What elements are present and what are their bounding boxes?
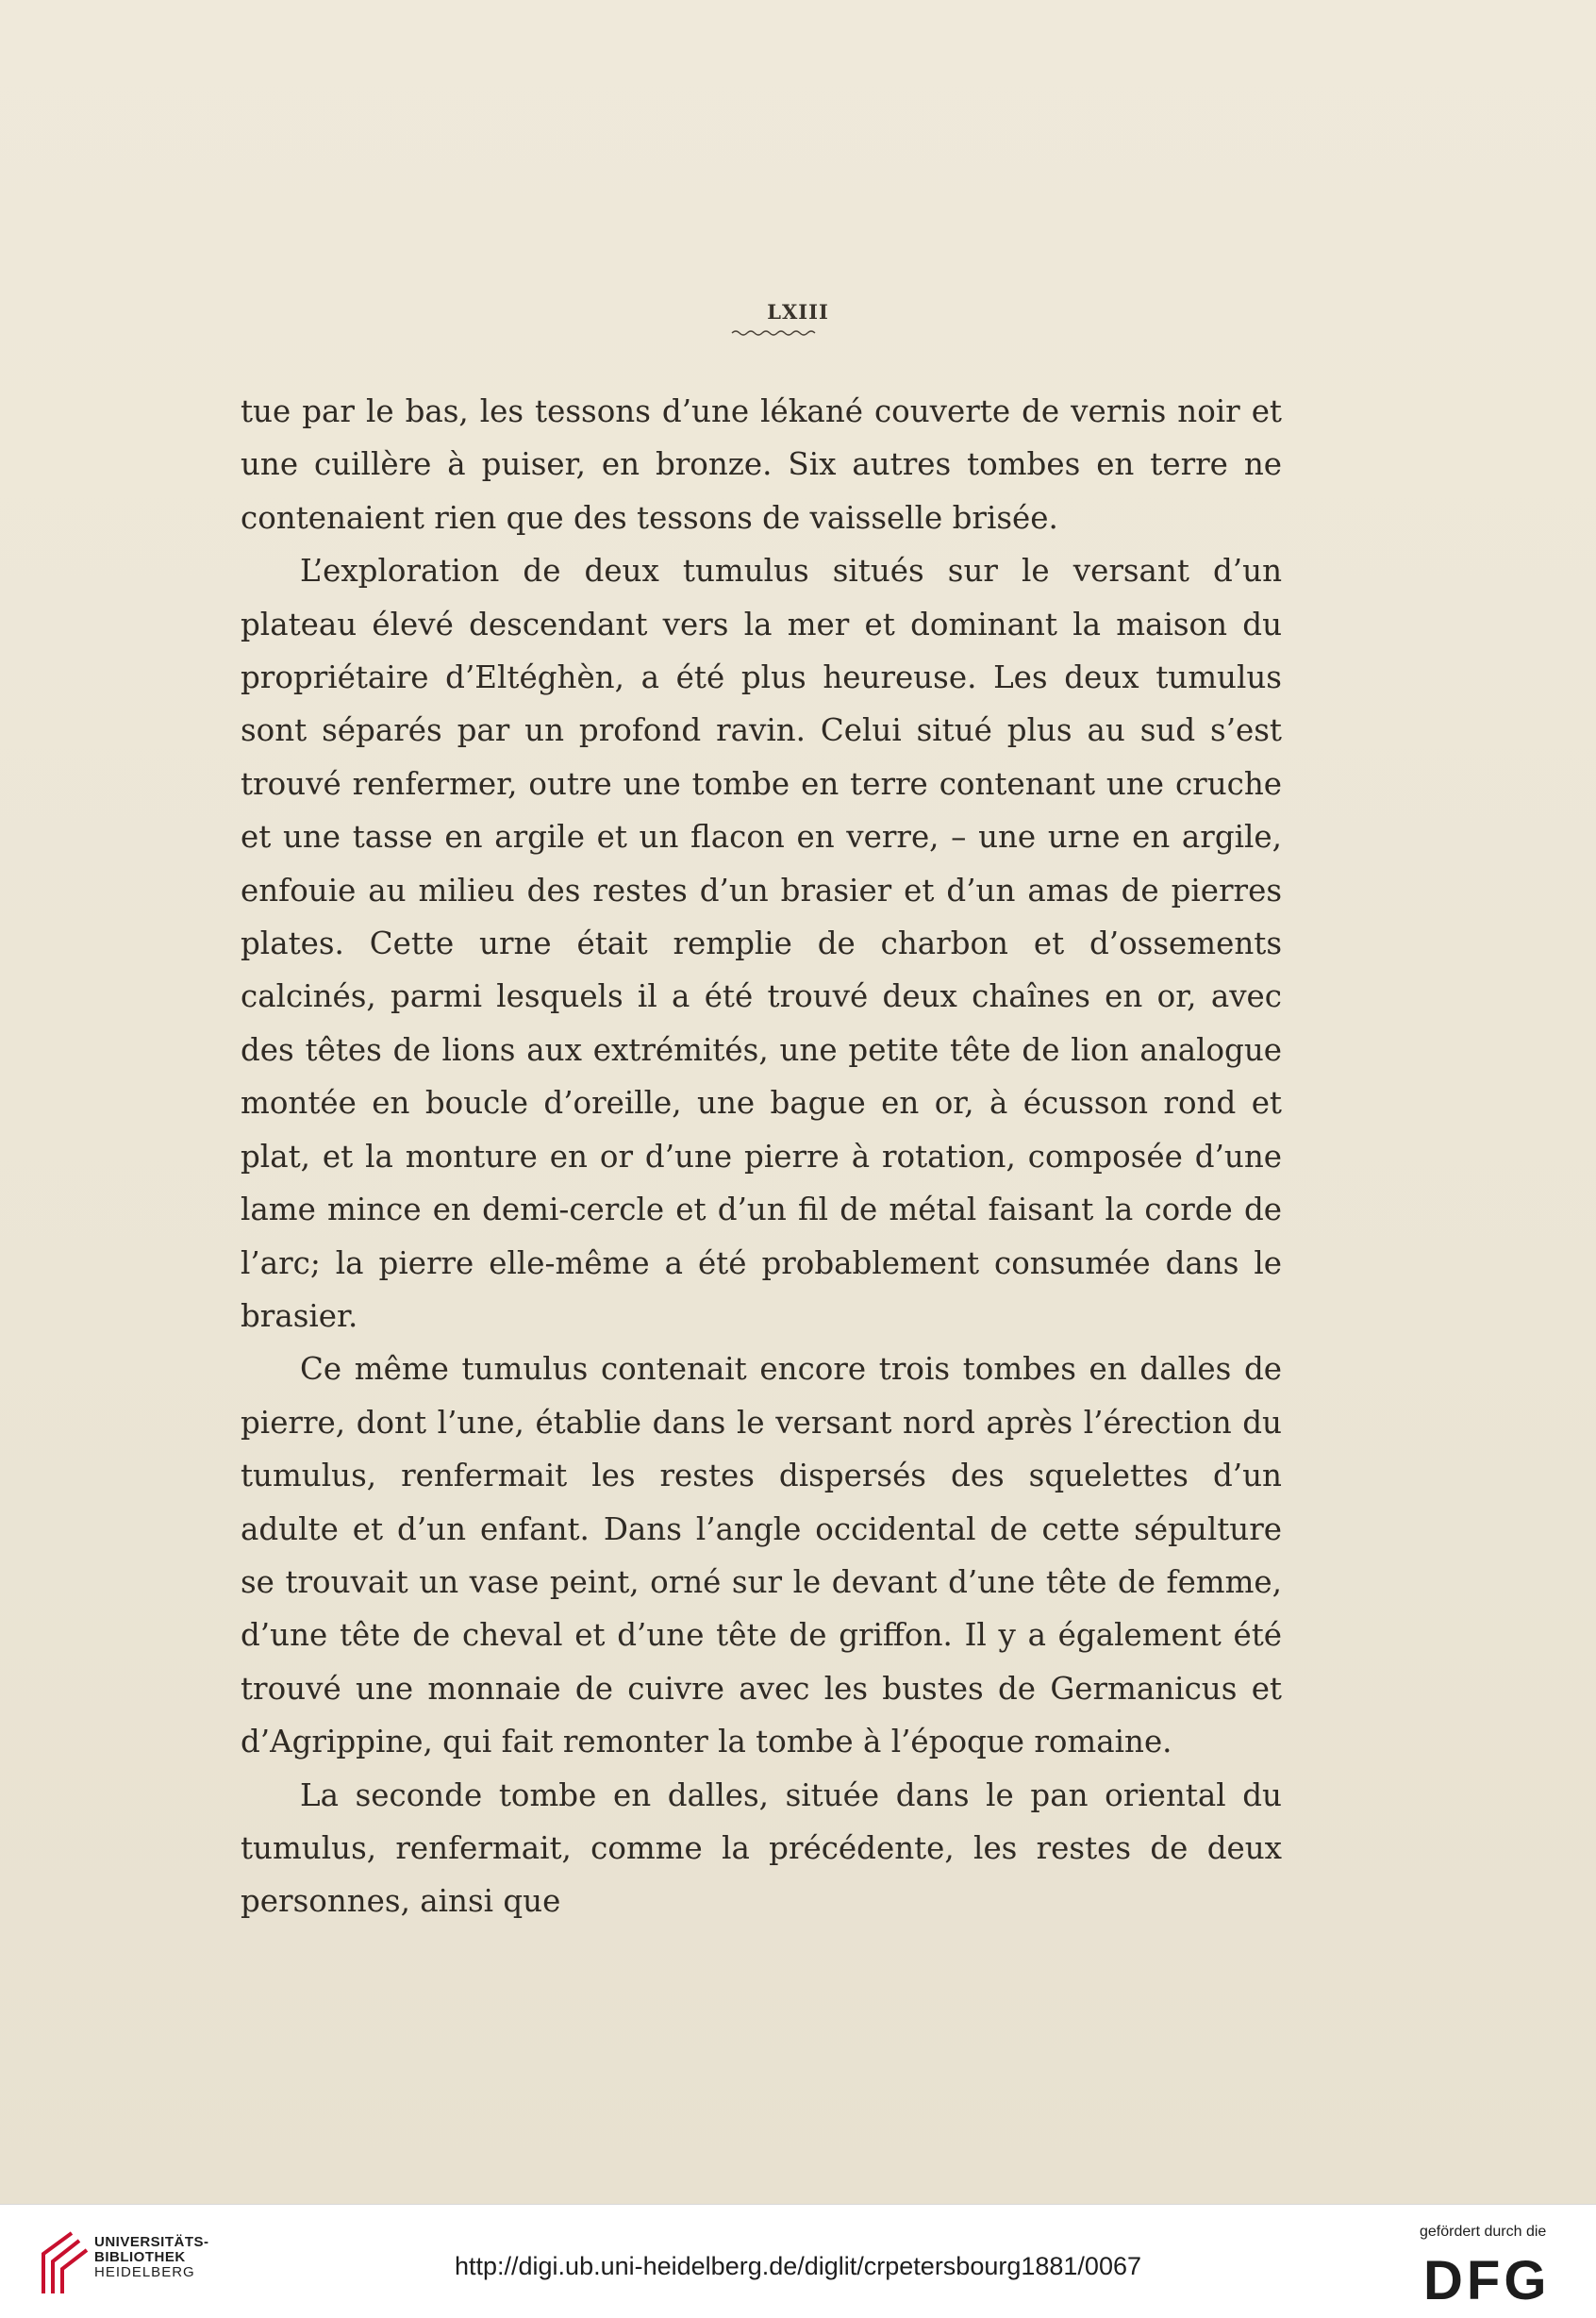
library-name-line: UNIVERSITÄTS- bbox=[94, 2234, 209, 2250]
svg-text:DFG: DFG bbox=[1423, 2250, 1551, 2307]
page-number: LXIII bbox=[767, 300, 829, 324]
paragraph: La seconde tombe en dalles, située dans le pan oriental du tumulus, renfermait, comme la précédente, les restes de deux personnes, ainsi que bbox=[241, 1776, 1282, 1920]
paragraph: L’exploration de deux tumulus situés sur le versant d’un plateau élevé descendant vers la mer et dominant la maison du propriétaire d’Eltéghèn, a été plus heureuse. Les deux tumulus sont séparés par un profond ravin. Celui situé plus au sud s’est trouvé renfermer, outre une tombe en terre contenant une cruche et une tasse en argile et un flacon en verre, – une urne en argile, enfouie au milieu des restes d’un brasier et d’un amas de pierres plates. Cette urne était remplie de charbon et d’ossements calcinés, parmi lesquels il a été trouvé deux chaînes en or, avec des têtes de lions aux extrémités, une petite tête de lion analogue montée en boucle d’oreille, une bague en or, à écusson rond et plat, et la monture en or d’une pierre à rotation, composée d’une lame mince en demi-cercle et d’un fil de métal faisant la corde de l’arc; la pierre elle-même a été probablement consumée dans le brasier. bbox=[241, 553, 1282, 1334]
digital-copy-url[interactable]: http://digi.ub.uni-heidelberg.de/diglit/crpetersbourg1881/0067 bbox=[454, 2252, 1141, 2280]
paragraph: Ce même tumulus contenait encore trois tombes en dalles de pierre, dont l’une, établie dans le versant nord après l’érection du tumulus, renfermait les restes dispersés des squelettes d’un adulte et d’un enfant. Dans l’angle occidental de cette sépulture se trouvait un vase peint, orné sur le devant d’une tête de femme, d’une tête de cheval et d’une tête de griffon. Il y a également été trouvé une monnaie de cuivre avec les bustes de Germanicus et d’Agrippine, qui fait remonter la tombe à l’époque romaine. bbox=[241, 1351, 1282, 1760]
wavy-rule-ornament bbox=[730, 328, 819, 338]
digitization-footer bbox=[0, 2204, 1596, 2318]
library-name-line: BIBLIOTHEK bbox=[94, 2249, 186, 2265]
dfg-logo-icon bbox=[1420, 2250, 1574, 2307]
body-text bbox=[241, 385, 1282, 1928]
paragraph: tue par le bas, les tessons d’une lékané couverte de vernis noir et une cuillère à puiser, en bronze. Six autres tombes en terre ne contenaient rien que des tessons de vaisselle brisée. bbox=[241, 393, 1282, 536]
library-name-line: HEIDELBERG bbox=[94, 2264, 195, 2280]
funding-caption: gefördert durch die bbox=[1420, 2224, 1547, 2240]
